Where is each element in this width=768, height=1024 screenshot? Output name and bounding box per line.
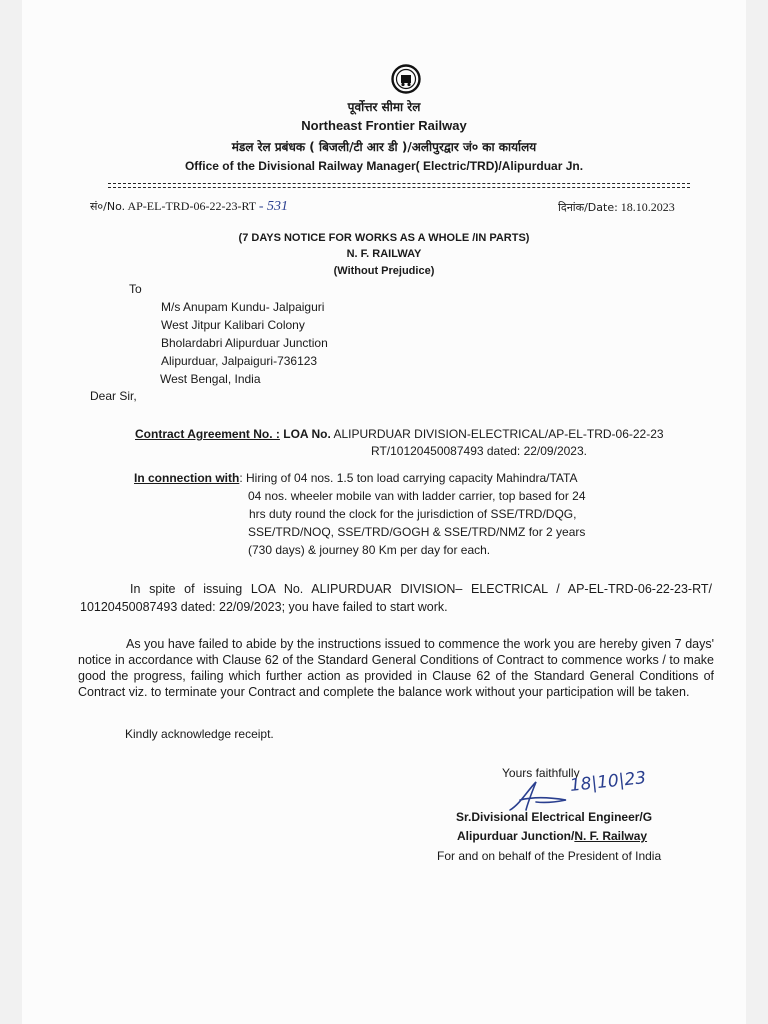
salutation: Dear Sir, (90, 389, 137, 403)
notice-org: N. F. RAILWAY (346, 248, 422, 260)
notice-qualifier: (Without Prejudice) (333, 265, 435, 277)
contract-label: Contract Agreement No. : (135, 427, 280, 441)
reference-label: सं०/No. (90, 200, 126, 213)
notice-title: (7 DAYS NOTICE FOR WORKS AS A WHOLE /IN PARTS) (238, 232, 530, 244)
recipient-line: Bholardabri Alipurduar Junction (161, 336, 328, 350)
english-office-title: Office of the Divisional Railway Manager( Electric/TRD)/Alipurduar Jn. (184, 159, 584, 173)
reference-value: AP-EL-TRD-06-22-23-RT (127, 199, 256, 213)
connection-line: : Hiring of 04 nos. 1.5 ton load carrying capacity Mahindra/TATA (239, 471, 578, 485)
contract-agreement (135, 427, 664, 441)
english-zone-title: Northeast Frontier Railway (301, 118, 467, 133)
hindi-zone-title: पूर्वोत्तर सीमा रेल (347, 100, 421, 114)
date-label: दिनांक/Date: (558, 201, 618, 214)
date-value: 18.10.2023 (620, 200, 675, 214)
connection-label: In connection with (134, 471, 240, 485)
loa-label: LOA No. (283, 427, 331, 441)
place-railway: N. F. Railway (574, 829, 648, 843)
signatory-place (457, 829, 647, 843)
place-prefix: Alipurduar Junction/ (457, 829, 575, 843)
signatory-designation: Sr.Divisional Electrical Engineer/G (456, 810, 653, 824)
recipient-line: West Bengal, India (160, 372, 261, 386)
header-divider-second (108, 187, 690, 188)
body-paragraph-1: In spite of issuing LOA No. ALIPURDUAR DIVISION– ELECTRICAL / AP-EL-TRD-06-22-23-RT/ 10120450087493 dated: 22/09/2023; you have failed to start work. (80, 582, 712, 614)
behalf-line: For and on behalf of the President of India (437, 849, 662, 863)
contract-line-2: RT/10120450087493 dated: 22/09/2023. (371, 444, 587, 458)
letter-date (558, 200, 675, 215)
to-label: To (129, 282, 142, 296)
hindi-office-title: मंडल रेल प्रबंधक ( बिजली/टी आर डी )/अलीपुरद्वार जं० का कार्यालय (231, 140, 537, 154)
connection-line: 04 nos. wheeler mobile van with ladder carrier, top based for 24 (248, 489, 586, 503)
connection-line: SSE/TRD/NOQ, SSE/TRD/GOGH & SSE/TRD/NMZ for 2 years (248, 525, 586, 539)
recipient-line: M/s Anupam Kundu- Jalpaiguri (161, 300, 325, 314)
connection-line: hrs duty round the clock for the jurisdiction of SSE/TRD/DQG, (249, 507, 577, 521)
handwritten-reference: - 531 (258, 199, 289, 214)
body-paragraph-2: As you have failed to abide by the instructions issued to commence the work you are hereby given 7 days' notice in accordance with Clause 62 of the Standard General Conditions of Contract to commence works / to make good the progress, failing which further action as provided in Clause 62 of the Standard General Conditions of Contract viz. to terminate your Contract and complete the balance work without your participation will be taken. (78, 637, 714, 699)
recipient-line: Alipurduar, Jalpaiguri-736123 (161, 354, 318, 368)
letter-page (22, 0, 746, 1024)
connection-line: (730 days) & journey 80 Km per day for each. (248, 543, 491, 557)
header-divider (108, 183, 690, 184)
recipient-line: West Jitpur Kalibari Colony (161, 318, 305, 332)
handwritten-sign-date: 18|10|23 (568, 768, 647, 796)
contract-line-1: ALIPURDUAR DIVISION-ELECTRICAL/AP-EL-TRD-06-22-23 (333, 427, 664, 441)
connection-first-line (134, 471, 578, 485)
reference-number (90, 199, 288, 215)
acknowledge-line: Kindly acknowledge receipt. (125, 727, 274, 741)
railway-emblem-icon (391, 64, 421, 94)
closing-line: Yours faithfully (502, 766, 580, 780)
